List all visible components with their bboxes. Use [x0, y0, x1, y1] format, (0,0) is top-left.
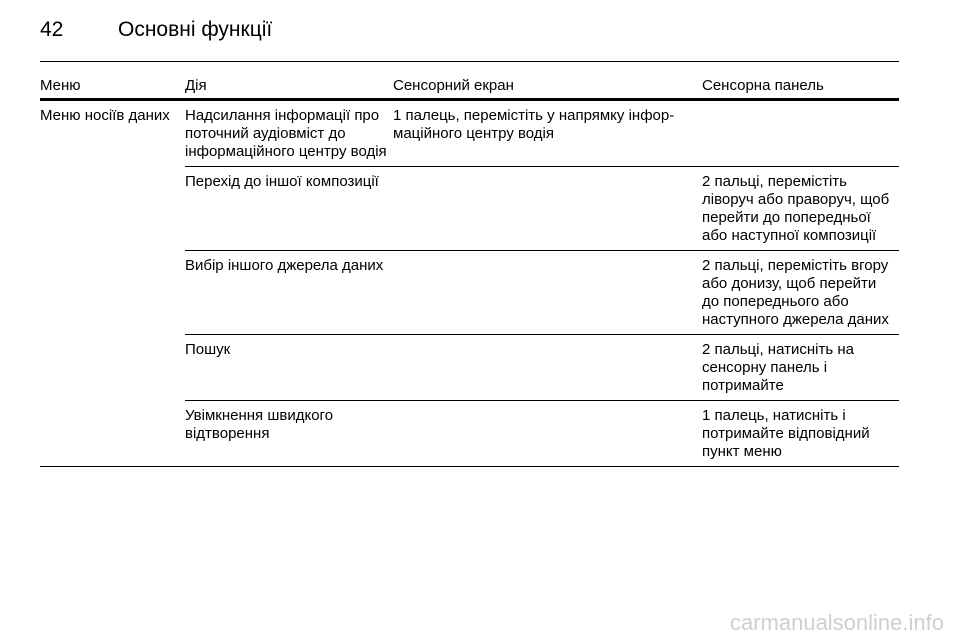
cell-touchpad	[702, 100, 899, 167]
table-row	[40, 251, 899, 335]
cell-touchscreen	[393, 251, 702, 335]
gesture-table	[40, 77, 899, 467]
cell-touchpad: 1 палець, натисніть і потримайте відповідний пункт меню	[702, 401, 899, 467]
table-row	[40, 167, 899, 251]
section-title: Основні функції	[118, 18, 273, 41]
column-header-touchpad: Сенсорна панель	[702, 77, 899, 100]
page-header	[40, 18, 272, 42]
cell-touchscreen	[393, 335, 702, 401]
table-row	[40, 100, 899, 167]
column-header-menu: Меню	[40, 77, 185, 100]
column-header-action: Дія	[185, 77, 393, 100]
cell-menu	[40, 335, 185, 401]
cell-action: Вибір іншого джерела даних	[185, 251, 393, 335]
table-header-row	[40, 77, 899, 100]
header-rule	[40, 61, 899, 62]
cell-menu: Меню носіїв даних	[40, 107, 170, 124]
cell-action: Увімкнення швидкого відтворення	[185, 401, 393, 467]
cell-touchscreen	[393, 401, 702, 467]
cell-action: Надсилання інформації про поточний аудіовміст до інформаційного центру водія	[185, 100, 393, 167]
watermark: carmanualsonline.info	[729, 610, 944, 635]
cell-touchpad: 2 пальці, перемістіть ліворуч або праворуч, щоб перейти до попередньої або наступної композиції	[702, 167, 899, 251]
page-number: 42	[40, 18, 64, 41]
cell-action: Перехід до іншої композиції	[185, 167, 393, 251]
table-row	[40, 401, 899, 467]
cell-touchscreen	[393, 167, 702, 251]
cell-action: Пошук	[185, 335, 393, 401]
cell-menu	[40, 251, 185, 335]
table-row	[40, 335, 899, 401]
cell-touchpad: 2 пальці, натисніть на сенсорну панель і потримайте	[702, 335, 899, 401]
cell-touchpad: 2 пальці, перемістіть вгору або донизу, щоб перейти до попереднього або наступного джерела даних	[702, 251, 899, 335]
cell-touchscreen: 1 палець, перемістіть у напрямку інфор-маційного центру водія	[393, 100, 702, 167]
cell-menu	[40, 167, 185, 251]
cell-menu	[40, 401, 185, 467]
column-header-touchscreen: Сенсорний екран	[393, 77, 702, 100]
